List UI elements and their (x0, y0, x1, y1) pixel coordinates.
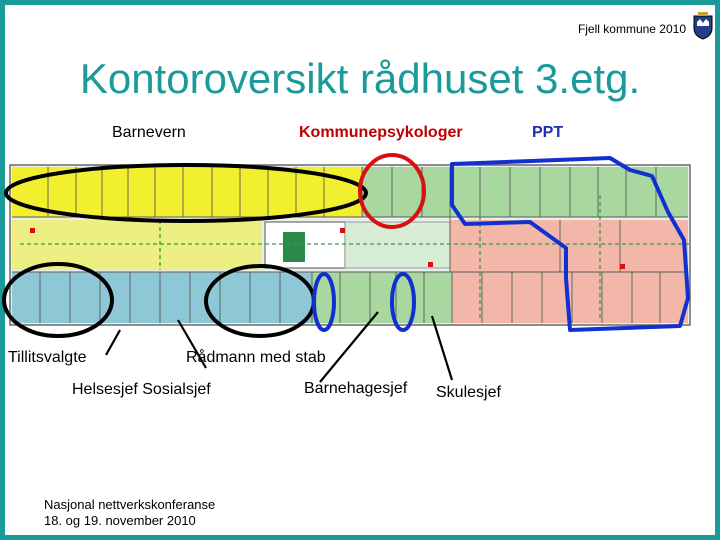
brand-label: Fjell kommune 2010 (577, 22, 686, 36)
zone-psykologer (362, 167, 450, 217)
footer-line-1: Nasjonal nettverkskonferanse (44, 497, 216, 512)
zone-ppt-pink (450, 220, 688, 275)
label-kommunepsykologer: Kommunepsykologer (299, 124, 463, 141)
stair-block (283, 232, 305, 262)
label-helsesjef-sosialsjef: Helsesjef Sosialsjef (72, 381, 211, 398)
label-skulesjef: Skulesjef (436, 384, 501, 401)
label-barnevern: Barnevern (112, 124, 186, 141)
footer-line-2: 18. og 19. november 2010 (44, 513, 196, 528)
label-ppt: PPT (532, 124, 564, 141)
zone-bottom-blue (12, 272, 312, 323)
label-tillitsvalgte: Tillitsvalgte (8, 349, 87, 366)
label-radmann: Rådmann med stab (186, 349, 326, 366)
footer (44, 497, 215, 529)
lobby-area (345, 222, 450, 268)
page-title: Kontoroversikt rådhuset 3.etg. (79, 55, 641, 102)
label-barnehagesjef: Barnehagesjef (304, 380, 408, 397)
